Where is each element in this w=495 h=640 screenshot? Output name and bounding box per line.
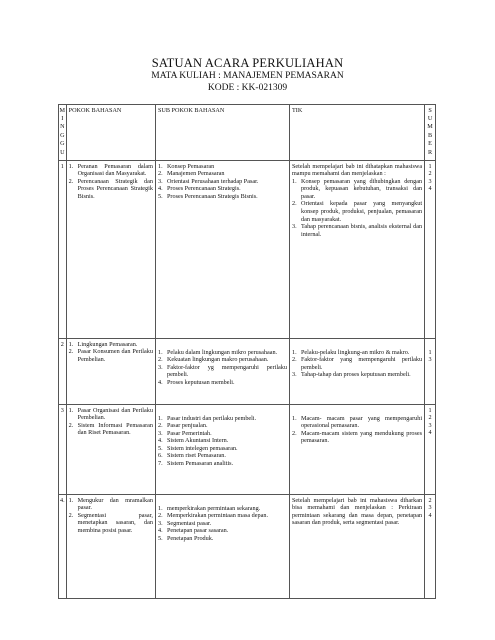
pokok-text: Mengukur dan mramalkan pasar. [77,496,153,512]
tik-list [292,349,422,379]
sub-item [158,349,287,357]
sumber-ref: 2 [428,414,432,422]
header-minggu-letter: I [61,114,64,122]
sub-item [158,430,287,438]
pokok-item [69,512,153,535]
pokok-text: Perencanaan Strategik dan Proses Perencanaan Strategik Bisnis. [77,177,153,200]
pokok-item [69,341,153,349]
pokok-item [69,348,153,363]
sumber-cell [425,405,436,495]
pokok-number: 2. [68,511,74,519]
pokok-item [69,163,153,178]
sub-item [158,445,287,453]
sub-number: 4. [157,378,163,386]
tik-text: Orientasi kepada pasar yang menyangkut konsep produk, produksi, penjualan, pemasaran dan masyarakat. [300,200,423,223]
sub-number: 4. [157,437,163,445]
tik-text: Tahap-tahap dan proses keputusan membeli. [300,371,411,379]
sub-number: 3. [157,429,163,437]
pokok-text: Pasar Organisasi dan Perilaku Pembelian. [77,406,153,422]
sub-item [158,163,287,171]
pokok-item [69,178,153,201]
header-minggu-letter: G [60,131,65,139]
sub-text: Proses Perencanaan Strategis Bisnis. [166,192,258,200]
sub-number: 4. [157,185,163,193]
tik-item [292,371,422,379]
tik-item [292,415,422,430]
sub-number: 5. [157,192,163,200]
course-code: KODE : KK-021309 [207,83,288,93]
header-minggu-letter: M [59,106,66,114]
sumber-ref: 2 [428,496,432,504]
sub-number: 3. [157,519,163,527]
sub-text: memperkirakan permintaan sekarang. [166,504,261,512]
sumber-ref: 1 [428,348,432,356]
sub-pokok-cell [155,339,289,405]
sub-item [158,185,287,193]
sumber-ref: 4 [428,511,432,519]
tik-number: 3. [291,223,297,231]
tik-intro: Setelah mempelajari bab ini mahasiswa diharkan bisa memahami dan menjelaskan : Perkiraan permintaan sekarang dan masa depan, penetapan sasaran dan produk, serta segmentasi pasar. [291,496,423,527]
sub-text: Penetapan Produk. [166,534,214,542]
sub-item [158,415,287,423]
sumber-ref: 4 [428,185,432,193]
sub-number: 5. [157,444,163,452]
header-minggu-letter: U [60,148,65,156]
sumber-ref: 3 [428,356,432,364]
pokok-text: Segmentasi pasar, menetapkan sasaran, dan membina posisi pasar. [77,511,153,534]
sub-number: 3. [157,363,163,371]
sub-number: 1. [157,348,163,356]
table-row [59,339,436,405]
pokok-list [69,341,153,364]
sub-item [158,193,287,201]
sub-item [158,170,287,178]
sumber-ref: 3 [428,177,432,185]
sub-pokok-cell [155,495,289,599]
pokok-number: 1. [68,340,74,348]
pokok-text: Lingkungan Pemasaran. [77,340,138,348]
sub-number: 2. [157,170,163,178]
sub-pokok-cell [155,405,289,495]
sub-text: Proses keputusan membeli. [166,378,235,386]
sub-item [158,535,287,543]
header-sumber [425,105,436,161]
week-number: 2 [59,339,67,405]
tik-number: 2. [291,200,297,208]
sub-list [158,163,287,201]
sub-text: Konsep Pemasaran [166,162,215,170]
pokok-number: 1. [68,162,74,170]
sub-text: Penetapan pasar sasaran. [166,527,229,535]
table-row [59,405,436,495]
sub-text: Sistem Akuntansi Intern. [166,437,229,445]
tik-text: Faktor-faktor yang mempengaruhi perilaku pembeli. [300,356,423,371]
header-sumber-letter: U [427,114,433,122]
sub-text: Segmentasi pasar. [166,519,212,527]
sub-text: Sistem riset Pemasaran. [166,452,226,460]
tik-number: 2. [291,356,297,364]
sub-list [158,415,287,468]
sub-text: Pasar industri dan perilaku pembeli. [166,414,257,422]
pokok-item [69,407,153,422]
sub-number: 3. [157,177,163,185]
header-pokok-bahasan: POKOK BAHASAN [66,105,155,161]
pokok-number: 2. [68,348,74,356]
sub-number: 1. [157,504,163,512]
pokok-bahasan-cell [66,495,155,599]
sub-number: 6. [157,452,163,460]
week-number: 4. [59,495,67,599]
tik-number: 2. [291,429,297,437]
sub-list [158,349,287,387]
tik-cell [289,495,424,599]
pokok-text: Pasar Konsumen dan Perilaku Pembelian. [77,348,153,363]
header-minggu-letter: N [60,123,65,131]
header-minggu-letter: G [60,140,65,148]
sub-number: 1. [157,414,163,422]
sub-text: Proses Perencanaan Strategis. [166,185,241,193]
sub-pokok-cell [155,161,289,339]
tik-intro: Setelah mempelajari bab ini dihatapkan mahasiswa mampu memahami dan menjelaskan : [291,162,423,178]
sumber-ref: 4 [428,429,432,437]
week-number: 1 [59,161,67,339]
week-number: 3 [59,405,67,495]
tik-item [292,349,422,357]
sub-text: Faktor-faktor yg mempengaruhi perilaku pembeli. [166,363,287,379]
tik-text: Konsep pemasaran yang dihubingkan dengan produk, kepuasan kebutuhan, transaksi dan pasar. [300,177,423,200]
sub-text: Orientasi Perusahaan terhadap Pasar. [166,177,259,185]
sub-item [158,437,287,445]
tik-item [292,200,422,223]
pokok-text: Peranan Pemasaran dalam Organisasi dan Masyarakat. [77,162,153,178]
sub-item [158,520,287,528]
tik-number: 1. [291,348,297,356]
sub-item [158,364,287,379]
sub-number: 7. [157,460,163,468]
tik-cell [289,339,424,405]
tik-item [292,223,422,238]
pokok-number: 2. [68,421,74,429]
sub-number: 2. [157,356,163,364]
sub-item [158,379,287,387]
pokok-text: Sistem Informasi Pemasaran dan Riset Pemasaran. [77,421,153,437]
tik-cell [289,405,424,495]
pokok-item [69,422,153,437]
tik-item [292,356,422,371]
sub-text: Pasar Pemerintah. [166,429,212,437]
tik-number: 3. [291,371,297,379]
tik-item [292,178,422,201]
header-tik: TIK [289,105,424,161]
sumber-cell [425,495,436,599]
tik-text: Pelaku-pelaku lingkung-an mikro & makro. [300,348,410,356]
sumber-ref: 1 [428,162,432,170]
sub-item [158,178,287,186]
sub-item [158,356,287,364]
sub-item [158,505,287,513]
sub-text: Manajemen Pemasaran [166,170,225,178]
sub-number: 2. [157,422,163,430]
tik-cell [289,161,424,339]
pokok-number: 1. [68,406,74,414]
sub-item [158,527,287,535]
tik-number: 1. [291,414,297,422]
pokok-list [69,407,153,437]
sub-text: Sistem intelegen pemasaran. [166,444,238,452]
header-sumber-letter: B [427,131,433,139]
table-row [59,161,436,339]
sumber-ref: 1 [428,406,432,414]
syllabus-table [58,104,436,599]
tik-list [292,415,422,445]
sub-number: 1. [157,162,163,170]
tik-list [292,178,422,239]
tik-text: Macam- macam pasar yang mempengaruhi operasional pemasaran. [300,414,423,430]
sub-number: 5. [157,534,163,542]
header-sub-pokok-bahasan: SUB POKOK BAHASAN [155,105,289,161]
sub-text: Memperkirakan permintaan masa depan. [166,512,268,520]
sub-text: Kekuatan lingkungan makro perusahaan. [166,356,269,364]
sub-item [158,460,287,468]
pokok-item [69,497,153,512]
header-minggu [59,105,67,161]
sub-item [158,512,287,520]
sub-number: 2. [157,512,163,520]
sumber-ref: 2 [428,170,432,178]
sumber-cell [425,161,436,339]
tik-number: 1. [291,177,297,185]
sumber-ref: 3 [428,504,432,512]
header-sumber-letter: S [428,106,432,114]
pokok-bahasan-cell [66,339,155,405]
pokok-number: 1. [68,496,74,504]
sub-text: Sistem Pemasaran analitis. [166,460,234,468]
pokok-list [69,163,153,201]
pokok-number: 2. [68,177,74,185]
tik-item [292,430,422,445]
pokok-list [69,497,153,535]
sub-text: Pelaku dalam lingkungan mikro perusahaan. [166,348,278,356]
sub-item [158,452,287,460]
document-title: SATUAN ACARA PERKULIAHAN [151,56,344,70]
pokok-bahasan-cell [66,405,155,495]
header-sumber-letter: R [427,148,433,156]
sumber-cell [425,339,436,405]
header-sumber-letter: M [427,123,433,131]
table-row [59,495,436,599]
course-subtitle: MATA KULIAH : MANAJEMEN PEMASARAN [151,71,344,81]
table-header-row [59,105,436,161]
header-sumber-letter: E [428,140,432,148]
sub-number: 4. [157,527,163,535]
sumber-ref: 3 [428,421,432,429]
sub-item [158,422,287,430]
tik-text: Macam-macam sistem yang mendukung proses pemasaran. [300,429,423,445]
tik-text: Tahap perencanaan bisnis, analisis eksternal dan internal. [300,223,423,238]
sub-list [158,505,287,543]
pokok-bahasan-cell [66,161,155,339]
sub-text: Pasar penjualan. [166,422,208,430]
